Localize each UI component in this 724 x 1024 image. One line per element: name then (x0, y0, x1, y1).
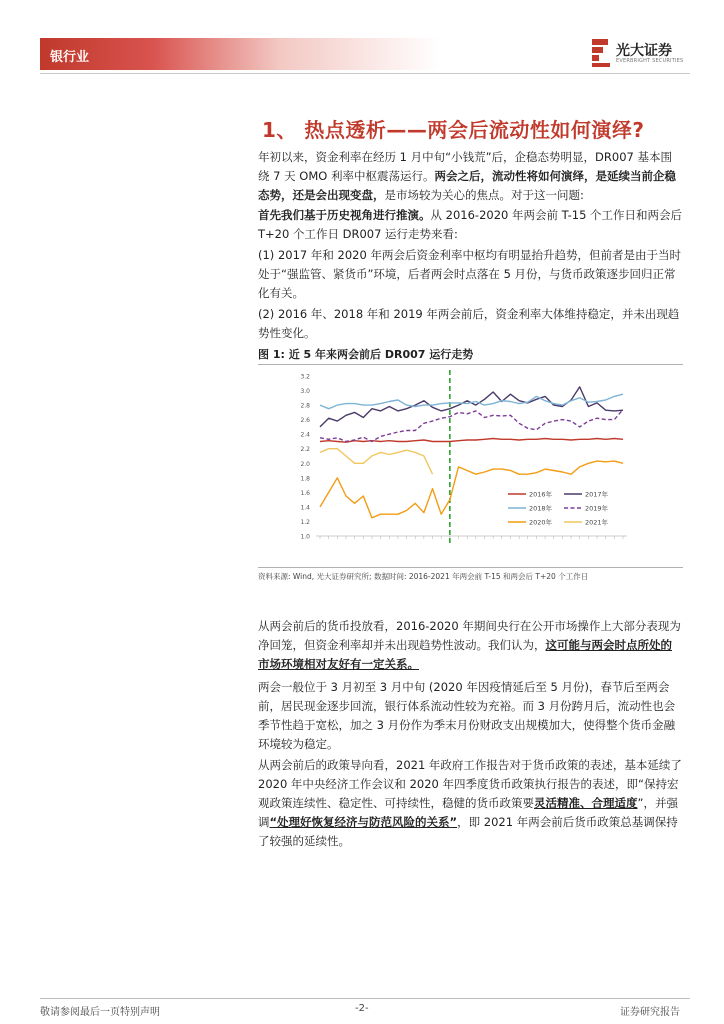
footer-report-type: 证券研究报告 (620, 1007, 680, 1018)
paragraph-7 (258, 756, 683, 851)
series-line-2017年 (320, 387, 623, 427)
paragraph-1 (258, 148, 683, 205)
footer-page-number: -2- (355, 1003, 369, 1014)
paragraph-7-text-c: ，即 2021 年两会前后货币政策总基调保持了较强的延续性。 (258, 815, 678, 848)
paragraph-5 (258, 617, 683, 674)
legend-label: 2016年 (529, 490, 553, 499)
legend-label: 2018年 (529, 504, 553, 513)
series-line-2021年 (320, 449, 433, 475)
paragraph-1-emphasis: 两会之后，流动性将如何演绎，是延续当前企稳态势，还是会出现变盘， (258, 169, 676, 202)
paragraph-2-lead: 首先我们基于历史视角进行推演。 (258, 208, 431, 222)
y-tick-label: 2.0 (300, 460, 310, 468)
section-title: 1、 热点透析——两会后流动性如何演绎? (262, 118, 645, 142)
paragraph-2 (258, 206, 683, 244)
y-tick-label: 1.0 (300, 533, 310, 541)
footer-divider (40, 998, 690, 999)
legend-label: 2020年 (529, 518, 553, 527)
brand-subtitle: EVERBRIGHT SECURITIES (616, 58, 684, 64)
paragraph-7-emphasis-a: 灵活精准、合理适度 (534, 796, 638, 810)
y-tick-label: 3.2 (300, 373, 310, 381)
y-tick-label: 1.4 (300, 504, 310, 512)
legend-label: 2019年 (585, 504, 609, 513)
paragraph-5-emphasis: 这可能与两会时点所处的市场环境相对友好有一定关系。 (258, 638, 672, 671)
paragraph-1-text-b: 是市场较为关心的焦点。对于这一问题: (384, 188, 584, 202)
paragraph-5-text: 从两会前后的货币投放看，2016-2020 年期间央行在公开市场操作上大部分表现为净回笼，但资金利率却并未出现趋势性波动。我们认为， (258, 619, 681, 652)
y-tick-label: 2.4 (300, 431, 310, 439)
footer-disclaimer: 敬请参阅最后一页特别声明 (40, 1007, 160, 1018)
paragraph-7-text-b: ”，并强调 (258, 796, 678, 829)
paragraph-1-text-a: 年初以来，资金利率在经历 1 月中旬“小钱荒”后，企稳态势明显，DR007 基本围绕 7 天 OMO 利率中枢震荡运行。 (258, 150, 672, 183)
header-divider (40, 73, 690, 74)
paragraph-2-text: 从 2016-2020 年两会前 T-15 个工作日和两会后 T+20 个工作日 DR007 运行走势来看: (258, 208, 683, 241)
y-tick-label: 1.6 (300, 489, 310, 497)
paragraph-6: 两会一般位于 3 月初至 3 月中旬 (2020 年因疫情延后至 5 月份)，春节后至两会前，居民现金逐步回流，银行体系流动性较为充裕。而 3 月份跨月后，流动性也会季节性趋于宽松，加之 3 月份作为季末月份财政支出规模加大，使得整个货币金融环境较为稳定。 (258, 680, 676, 751)
y-tick-label: 3.0 (300, 388, 310, 396)
brand-logo (590, 36, 690, 72)
series-line-2018年 (320, 394, 623, 409)
y-tick-label: 1.2 (300, 518, 310, 526)
brand-name: 光大证券 (616, 43, 672, 59)
y-tick-label: 2.2 (300, 446, 310, 454)
y-tick-label: 2.8 (300, 402, 310, 410)
series-line-2016年 (320, 439, 623, 443)
section-tag (40, 38, 440, 70)
paragraph-7-emphasis-b: “处理好恢复经济与防范风险的关系” (269, 815, 458, 829)
figure-rule-top (258, 364, 683, 365)
y-tick-label: 2.6 (300, 417, 310, 425)
figure-source: 资料来源: Wind, 光大证券研究所; 数据时间: 2016-2021 年两会前 T-15 和两会后 T+20 个工作日 (258, 572, 589, 581)
series-line-2020年 (320, 461, 623, 518)
paragraph-3: (1) 2017 年和 2020 年两会后资金利率中枢均有明显抬升趋势，但前者是由于当时处于“强监管、紧货币”环境，后者两会时点落在 5 月份，与货币政策逐步回归正常化有关。 (258, 248, 681, 300)
figure-title: 图 1: 近 5 年来两会前后 DR007 运行走势 (258, 348, 474, 361)
legend-label: 2021年 (585, 518, 609, 527)
paragraph-7-text-a: 从两会前后的政策导向看，2021 年政府工作报告对于货币政策的表述，基本延续了 2020 年中央经济工作会议和 2020 年四季度货币政策执行报告的表述，即“保持宏观政策连续性、稳定性、可持续性，稳健的货币政策要 (258, 758, 682, 810)
section-tag-label: 银行业 (50, 50, 90, 65)
y-tick-label: 1.8 (300, 475, 310, 483)
paragraph-4: (2) 2016 年、2018 年和 2019 年两会前后，资金利率大体维持稳定，并未出现趋势性变化。 (258, 307, 680, 340)
legend-label: 2017年 (585, 490, 609, 499)
figure-rule-bottom (258, 567, 683, 568)
dr007-line-chart (258, 366, 683, 566)
brand-logo-icon (590, 38, 612, 68)
